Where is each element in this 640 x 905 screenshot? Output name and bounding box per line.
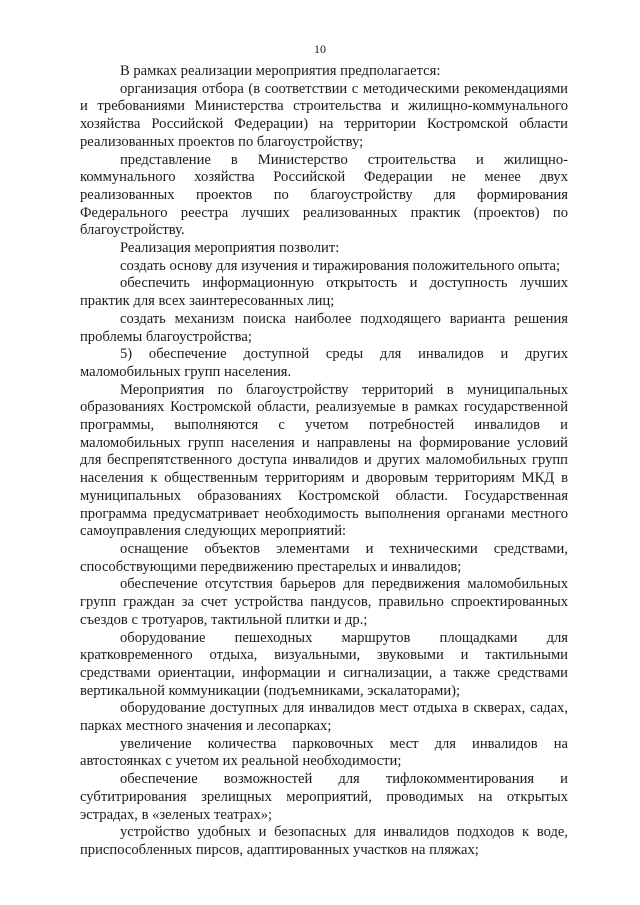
paragraph-selection: организация отбора (в соответствии с методическими рекомендациями и требованиями Министерства строительства и жилищно-коммунального хозяйства Российской Федерации) на территории Костромской области реализованных проектов по благоустройству; — [80, 80, 568, 150]
paragraph-result-openness: обеспечить информационную открытость и доступность лучших практик для всех заинтересованных лиц; — [80, 275, 568, 310]
paragraph-result-mechanism: создать механизм поиска наиболее подходящего варианта решения проблемы благоустройства; — [80, 310, 568, 345]
document-body — [80, 63, 568, 860]
paragraph-result-basis: создать основу для изучения и тиражирования положительного опыта; — [120, 257, 561, 274]
paragraph-rest-places: оборудование доступных для инвалидов мест отдыха в скверах, садах, парках местного значения и лесопарках; — [80, 700, 568, 735]
paragraph-program-measures: Мероприятия по благоустройству территорий в муниципальных образованиях Костромской области, реализуемые в рамках государственной программы, выполняются с учетом потребностей инвалидов и маломобильных групп населения и направлены на формирование условий для беспрепятственного доступа инвалидов и других маломобильных групп населения к общественным территориям и дворовым территориям МКД в муниципальных образованиях Костромской области. Государственная программа предусматривает необходимость выполнения органами местного самоуправления следующих мероприятий: — [80, 381, 568, 540]
paragraph-no-barriers: обеспечение отсутствия барьеров для передвижения маломобильных групп граждан за счет устройства пандусов, правильно спроектированных съездов с тротуаров, тактильной плитки и др.; — [80, 576, 568, 628]
paragraph-commentary: обеспечение возможностей для тифлокомментирования и субтитрирования зрелищных мероприятий, проводимых на открытых эстрадах, в «зеленых театрах»; — [80, 771, 568, 823]
paragraph-parking: увеличение количества парковочных мест для инвалидов на автостоянках с учетом их реальной необходимости; — [80, 735, 568, 770]
paragraph-submission: представление в Министерство строительства и жилищно-коммунального хозяйства Российской Федерации не менее двух реализованных проектов по благоустройству для формирования Федерального реестра лучших реализованных практик (проектов) по благоустройству. — [80, 151, 568, 239]
paragraph-accessible-environment: 5) обеспечение доступной среды для инвалидов и других маломобильных групп населения. — [80, 346, 568, 380]
page-number: 10 — [314, 42, 326, 56]
paragraph-results-intro: Реализация мероприятия позволит: — [120, 240, 340, 257]
paragraph-water-access: устройство удобных и безопасных для инвалидов подходов к воде, приспособленных пирсов, адаптированных участков на пляжах; — [80, 824, 568, 858]
paragraph-intro: В рамках реализации мероприятия предполагается: — [120, 63, 441, 79]
paragraph-equipping-objects: оснащение объектов элементами и техническими средствами, способствующими передвижению престарелых и инвалидов; — [80, 540, 568, 575]
paragraph-pedestrian-routes: оборудование пешеходных маршрутов площадками для кратковременного отдыха, визуальными, звуковыми и тактильными средствами ориентации, информации и сигнализации, а также средствами вертикальной коммуникации (подъемниками, эскалаторами); — [80, 629, 568, 699]
